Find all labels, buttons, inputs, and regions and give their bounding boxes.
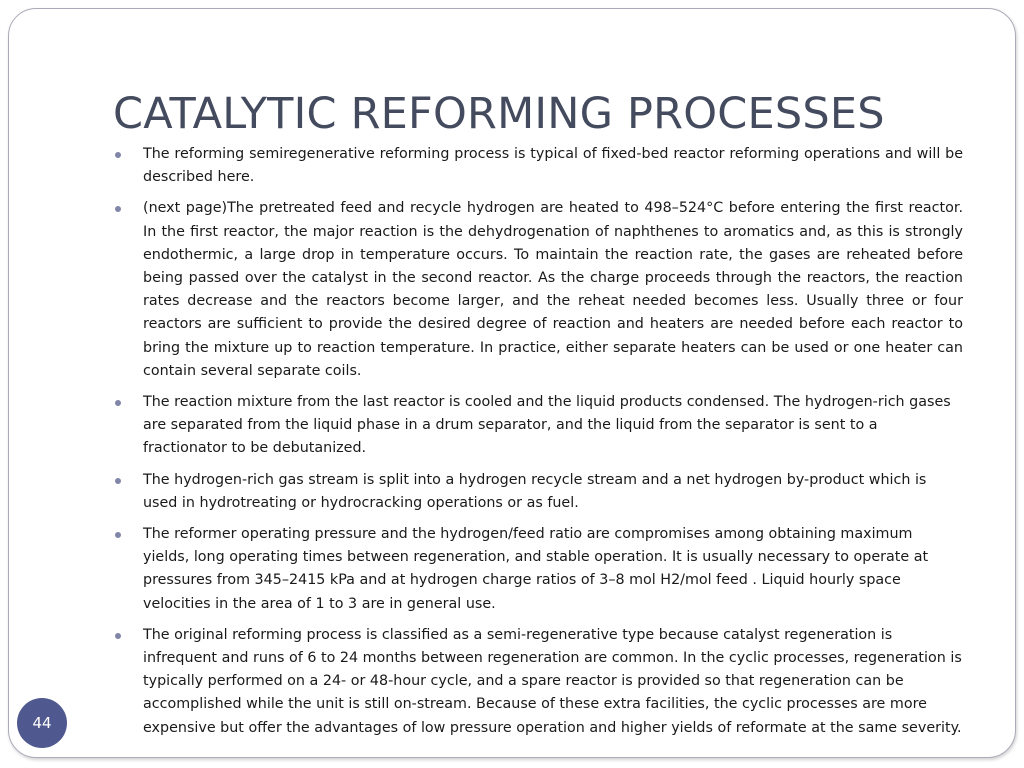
bullet-marker-icon — [115, 400, 121, 406]
bullet-item — [143, 143, 963, 189]
bullet-marker-icon — [115, 478, 121, 484]
slide-title: CATALYTIC REFORMING PROCESSES — [113, 89, 885, 139]
bullet-item — [143, 624, 963, 740]
bullet-text: (next page)The pretreated feed and recycle hydrogen are heated to 498–524°C before entering the first reactor. In the first reactor, the major reaction is the dehydrogenation of naphthenes to aromatics and, as this is strongly endothermic, a large drop in temperature occurs. To maintain the reaction rate, the gases are reheated before being passed over the catalyst in the second reactor. As the charge proceeds through the reactors, the reaction rates decrease and the reactors become larger, and the reheat needed becomes less. Usually three or four reactors are sufficient to provide the desired degree of reaction and heaters are needed before each reactor to bring the mixture up to reaction temperature. In practice, either separate heaters can be used or one heater can contain several separate coils. — [143, 200, 963, 379]
bullet-text: The hydrogen-rich gas stream is split into a hydrogen recycle stream and a net hydrogen by-product which is used in hydrotreating or hydrocracking operations or as fuel. — [143, 471, 927, 511]
bullet-text: The reforming semiregenerative reforming process is typical of fixed-bed reactor reforming operations and will be described here. — [143, 146, 963, 186]
bullet-marker-icon — [115, 532, 121, 538]
bullet-item — [143, 197, 963, 383]
bullet-text: The original reforming process is classified as a semi-regenerative type because catalyst regeneration is infrequent and runs of 6 to 24 months between regeneration are common. In the cyclic processes, regeneration is typically performed on a 24- or 48-hour cycle, and a spare reactor is provided so that regeneration can be accomplished while the unit is still on-stream. Because of these extra facilities, the cyclic processes are more expensive but offer the advantages of low pressure operation and higher yields of reformate at the same severity. — [143, 626, 962, 736]
bullet-marker-icon — [115, 633, 121, 639]
bullet-text: The reformer operating pressure and the hydrogen/feed ratio are compromises among obtaining maximum yields, long operating times between regeneration, and stable operation. It is usually necessary to operate at pressures from 345–2415 kPa and at hydrogen charge ratios of 3–8 mol H2/mol feed . Liquid hourly space velocities in the area of 1 to 3 are in general use. — [143, 526, 929, 612]
bullet-item — [143, 469, 963, 515]
page-number-badge: 44 — [17, 698, 67, 748]
bullet-item — [143, 391, 963, 461]
bullet-list — [143, 143, 963, 748]
bullet-item — [143, 523, 963, 616]
bullet-marker-icon — [115, 152, 121, 158]
bullet-text: The reaction mixture from the last reactor is cooled and the liquid products condensed. The hydrogen-rich gases are separated from the liquid phase in a drum separator, and the liquid from the separator is sent to a fractionator to be debutanized. — [143, 394, 951, 457]
